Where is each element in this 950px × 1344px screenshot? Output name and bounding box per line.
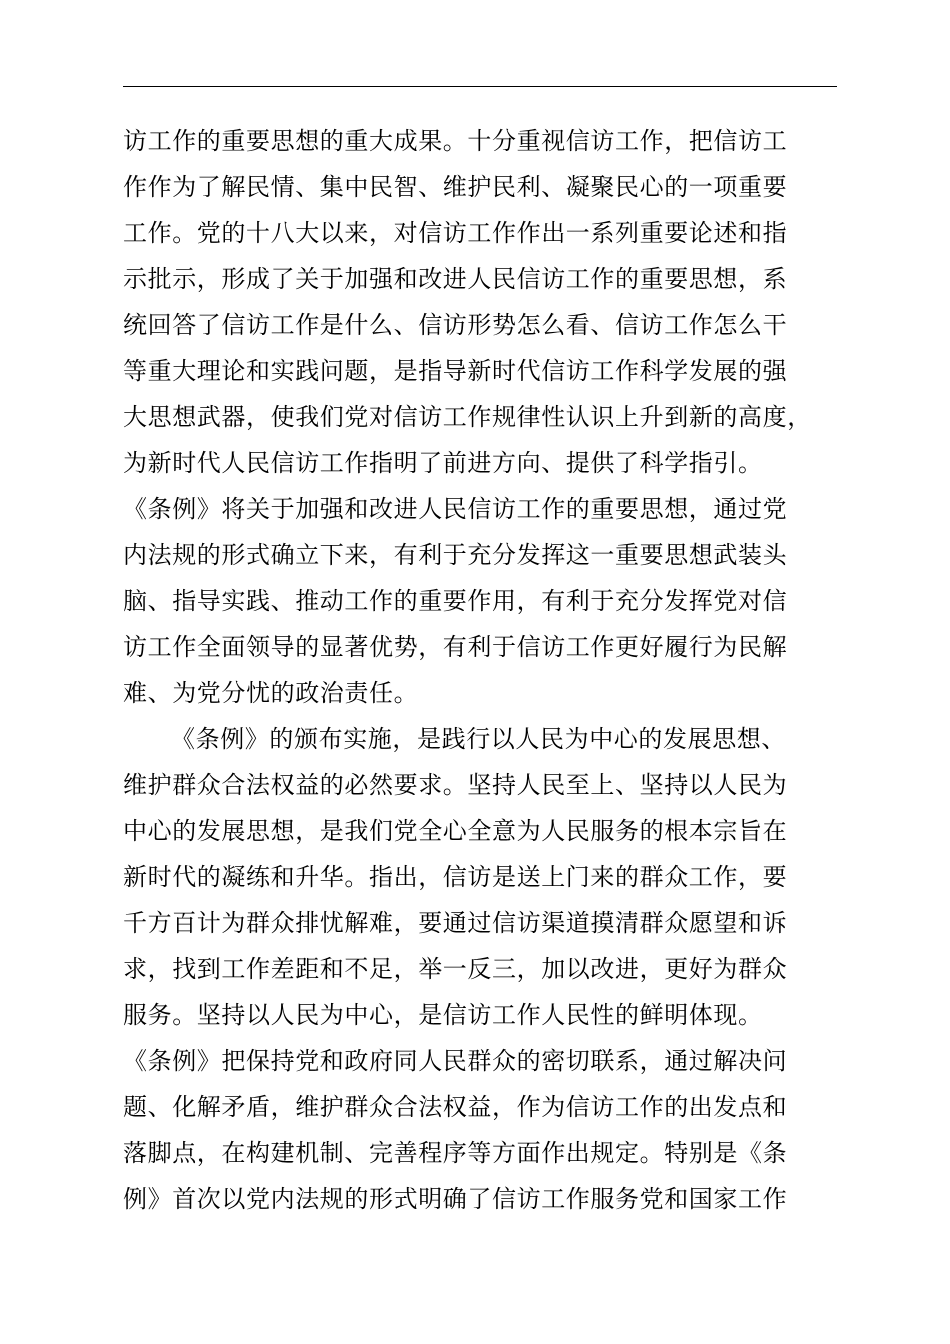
text-line: 统回答了信访工作是什么、信访形势怎么看、信访工作怎么干	[123, 311, 788, 339]
paragraph-first-line: 《条例》的颁布实施，是践行以人民为中心的发展思想、	[171, 725, 786, 753]
text-line: 中心的发展思想，是我们党全心全意为人民服务的根本宗旨在	[123, 817, 788, 845]
text-line: 《条例》将关于加强和改进人民信访工作的重要思想，通过党	[123, 495, 788, 523]
text-line: 求，找到工作差距和不足，举一反三，加以改进，更好为群众	[123, 955, 788, 983]
text-line: 工作。党的十八大以来，对信访工作作出一系列重要论述和指	[123, 219, 788, 247]
text-line: 千方百计为群众排忧解难，要通过信访渠道摸清群众愿望和诉	[123, 909, 788, 937]
text-line: 服务。坚持以人民为中心，是信访工作人民性的鲜明体现。	[123, 1001, 763, 1029]
text-line: 等重大理论和实践问题，是指导新时代信访工作科学发展的强	[123, 357, 788, 385]
text-line: 脑、指导实践、推动工作的重要作用，有利于充分发挥党对信	[123, 587, 788, 615]
text-line: 新时代的凝练和升华。指出，信访是送上门来的群众工作，要	[123, 863, 788, 891]
text-line: 访工作全面领导的显著优势，有利于信访工作更好履行为民解	[123, 633, 788, 661]
text-line: 大思想武器，使我们党对信访工作规律性认识上升到新的高度，	[123, 403, 812, 431]
text-line: 内法规的形式确立下来，有利于充分发挥这一重要思想武装头	[123, 541, 788, 569]
text-line: 为新时代人民信访工作指明了前进方向、提供了科学指引。	[123, 449, 763, 477]
text-line: 落脚点，在构建机制、完善程序等方面作出规定。特别是《条	[123, 1139, 788, 1167]
text-line: 例》首次以党内法规的形式明确了信访工作服务党和国家工作	[123, 1185, 788, 1213]
header-rule	[123, 86, 837, 87]
text-line: 难、为党分忧的政治责任。	[123, 679, 419, 707]
text-line: 《条例》把保持党和政府同人民群众的密切联系，通过解决问	[123, 1047, 788, 1075]
text-line: 维护群众合法权益的必然要求。坚持人民至上、坚持以人民为	[123, 771, 788, 799]
text-line: 访工作的重要思想的重大成果。十分重视信访工作，把信访工	[123, 127, 788, 155]
text-line: 作作为了解民情、集中民智、维护民利、凝聚民心的一项重要	[123, 173, 788, 201]
text-line: 示批示，形成了关于加强和改进人民信访工作的重要思想，系	[123, 265, 788, 293]
body-text	[123, 118, 863, 1222]
text-line: 题、化解矛盾，维护群众合法权益，作为信访工作的出发点和	[123, 1093, 788, 1121]
